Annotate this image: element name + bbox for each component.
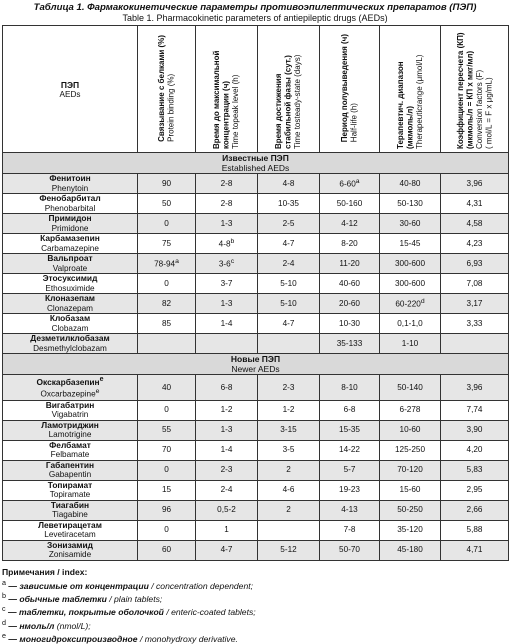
table-cell: 4-8 [258,174,320,194]
drug-name-ru: Зонизамид [4,541,136,551]
table-cell: 4-8$^b$ [196,234,258,254]
drug-name-en: Gabapentin [4,470,136,480]
table-cell: 2,66 [441,500,509,520]
footnote-mark: d [2,619,6,627]
pharmacokinetic-table [2,25,509,561]
table-cell: 0 [138,214,196,234]
drug-name-ru: Примидон [4,214,136,224]
drug-name-ru: Топирамат [4,481,136,491]
drug-name [3,194,138,214]
drug-name [3,440,138,460]
table-cell: 5,83 [441,460,509,480]
drug-name-ru: Фелбамат [4,441,136,451]
footnote-en: (nmol/L); [54,620,90,630]
section-header-row [3,354,509,375]
table-cell: 2-4 [258,254,320,274]
table-cell: 7-8 [320,520,380,540]
table-cell: 10-30 [320,314,380,334]
table-cell: 5-12 [258,540,320,560]
footnote-item [2,618,256,631]
drug-name-en: Primidone [4,224,136,234]
table-cell: 90 [138,174,196,194]
footnote-ru: — нмоль/л [6,620,54,630]
section-title-en: Newer AEDs [4,364,507,374]
table-cell [258,520,320,540]
table-cell: 82 [138,294,196,314]
footnote-ru: — таблетки, покрытые оболочкой [6,607,164,617]
table-cell: 3,90 [441,420,509,440]
header-half-life: Период полувыведения (ч) Half-life (h) [320,26,380,153]
drug-name-ru: Клоназепам [4,294,136,304]
table-cell: 40 [138,375,196,401]
footnote-mark: e [2,632,6,640]
drug-name-en: Phenytoin [4,184,136,194]
table-cell: 2 [258,500,320,520]
table-cell [441,334,509,354]
footnote-mark: b [231,238,235,245]
table-row [3,440,509,460]
table-cell: 50 [138,194,196,214]
drug-name-en: Valproate [4,264,136,274]
table-cell: 15-60 [380,480,441,500]
table-row [3,274,509,294]
section-title-en: Established AEDs [4,163,507,173]
table-cell: 3,96 [441,375,509,401]
table-cell: 3-15 [258,420,320,440]
table-cell: 2-8 [196,194,258,214]
table-cell: 60-220$^d$ [380,294,441,314]
drug-name [3,420,138,440]
drug-name-en: Zonisamide [4,550,136,560]
section-title [3,153,509,174]
table-row [3,214,509,234]
table-row [3,194,509,214]
drug-name-ru: Карбамазепин [4,234,136,244]
drug-name-ru: Фенобарбитал [4,194,136,204]
header-row [3,26,509,153]
table-cell: 45-180 [380,540,441,560]
table-title [0,0,510,24]
table-cell: 40-80 [380,174,441,194]
footnote-item [2,578,256,591]
table-cell: 5,88 [441,520,509,540]
drug-name-ru: Вигабатрин [4,401,136,411]
table-cell: 1 [196,520,258,540]
table-row [3,174,509,194]
footnote-en: / monohydroxy derivative. [138,634,238,644]
table-cell: 35-133 [320,334,380,354]
table-cell: 6-8 [320,400,380,420]
table-row [3,234,509,254]
table-row [3,375,509,401]
drug-name-en: Oxcarbazepine$^e$ [4,387,136,399]
footnote-mark: a [2,579,6,587]
header-time-to-peak: Время до максимальной концентрации (ч) Time topeak level (h) [196,26,258,153]
table-cell: 11-20 [320,254,380,274]
table-cell: 35-120 [380,520,441,540]
header-time-to-steady-state: Время достижения стабильной фазы (сут.) Time tosteady-state (days) [258,26,320,153]
table-cell: 0 [138,274,196,294]
table-cell: 70 [138,440,196,460]
table-cell: 78-94$^a$ [138,254,196,274]
table-cell: 4-7 [258,234,320,254]
footnote-item [2,631,256,644]
table-cell: 8-20 [320,234,380,254]
drug-name [3,254,138,274]
footnote-mark: e [100,376,104,383]
drug-name-ru: Ламотриджин [4,421,136,431]
table-cell: 70-120 [380,460,441,480]
table-cell: 7,08 [441,274,509,294]
table-cell: 19-23 [320,480,380,500]
drug-name [3,375,138,401]
table-cell: 6,93 [441,254,509,274]
table-row [3,480,509,500]
section-rows [3,375,509,561]
footnote-item [2,604,256,617]
drug-name-en: Ethosuximide [4,284,136,294]
table-cell: 5-7 [320,460,380,480]
table-cell: 75 [138,234,196,254]
drug-name [3,294,138,314]
drug-name-ru: Этосуксимид [4,274,136,284]
table-row [3,420,509,440]
table-cell: 4,23 [441,234,509,254]
footnote-en: / plain tablets; [107,594,162,604]
footnote-en: / concentration dependent; [149,580,253,590]
table-cell: 3-6$^c$ [196,254,258,274]
table-cell: 2 [258,460,320,480]
table-cell: 40-60 [320,274,380,294]
table-cell: 3,33 [441,314,509,334]
table-cell: 4-7 [196,540,258,560]
drug-name [3,174,138,194]
table-row [3,540,509,560]
table-cell: 1-3 [196,420,258,440]
table-cell: 4-12 [320,214,380,234]
drug-name [3,500,138,520]
table-cell: 3,17 [441,294,509,314]
table-row [3,314,509,334]
table-cell: 3,96 [441,174,509,194]
drug-name [3,540,138,560]
table-cell: 5-10 [258,294,320,314]
table-cell: 0,1-1,0 [380,314,441,334]
header-therapeutic-range: Терапевтич. диапазон (мкмоль/л) Therapeuticrange (μmol/L) [380,26,441,153]
table-row [3,520,509,540]
drug-name-ru: Дезметилклобазам [4,334,136,344]
table-cell [138,334,196,354]
section-header-row [3,153,509,174]
drug-name-ru: Окскарбазепин$^e$ [4,375,136,387]
table-cell: 4-13 [320,500,380,520]
drug-name-en: Clobazam [4,324,136,334]
table-cell: 6-8 [196,375,258,401]
table-cell: 4-6 [258,480,320,500]
table-cell: 7,74 [441,400,509,420]
title-ru: Таблица 1. Фармакокинетические параметры противоэпилептических препаратов (ПЭП) [0,2,510,13]
header-protein-binding: Связывание с белками (%) Protein binding (%) [138,26,196,153]
table-row [3,294,509,314]
footnote-ru: — обычные таблетки [6,594,107,604]
header-drug [3,26,138,153]
table-cell: 96 [138,500,196,520]
footnote-item [2,591,256,604]
table-cell [196,334,258,354]
drug-name [3,214,138,234]
footnote-mark: d [421,298,425,305]
section-established [3,153,509,174]
drug-name [3,314,138,334]
table-cell: 2,95 [441,480,509,500]
footnote-en: / enteric-coated tablets; [164,607,256,617]
header-conversion-factor: Коэффициент пересчета (КП) (мкмоль/л = КП x мкг/мл) Conversion factors (F) ( mol/L = F x μg/mL) [441,26,509,153]
table-cell: 50-130 [380,194,441,214]
table-cell: 0 [138,460,196,480]
drug-name-en: Desmethylclobazam [4,344,136,354]
section-newer [3,354,509,375]
table-row [3,460,509,480]
footnote-mark: b [2,592,6,600]
section-title [3,354,509,375]
table-cell: 55 [138,420,196,440]
table-cell: 1-10 [380,334,441,354]
table-cell: 50-140 [380,375,441,401]
footnote-mark: a [356,178,360,185]
table-cell: 2-3 [258,375,320,401]
drug-name-ru: Клобазам [4,314,136,324]
table-cell: 1-3 [196,214,258,234]
table-cell: 1-3 [196,294,258,314]
drug-name-ru: Габапентин [4,461,136,471]
footnote-mark: e [96,388,100,395]
table-row [3,500,509,520]
drug-name [3,520,138,540]
footnote-mark: c [231,258,234,265]
table-cell: 50-250 [380,500,441,520]
table-row [3,334,509,354]
footnote-mark: a [175,258,179,265]
table-cell: 4-7 [258,314,320,334]
drug-name-en: Carbamazepine [4,244,136,254]
drug-name [3,274,138,294]
footnotes-heading: Примечания / index: [2,567,256,578]
drug-name-en: Clonazepam [4,304,136,314]
table-cell: 50-70 [320,540,380,560]
drug-name-en: Phenobarbital [4,204,136,214]
table-cell: 4,20 [441,440,509,460]
table-cell: 10-60 [380,420,441,440]
table-cell: 10-35 [258,194,320,214]
table-cell: 30-60 [380,214,441,234]
table-cell: 300-600 [380,274,441,294]
drug-name-ru: Фенитоин [4,174,136,184]
table-cell [258,334,320,354]
table-cell: 2-4 [196,480,258,500]
table-cell: 8-10 [320,375,380,401]
table-cell: 4,31 [441,194,509,214]
drug-name [3,234,138,254]
table-row [3,400,509,420]
drug-name-en: Levetiracetam [4,530,136,540]
table-cell: 2-5 [258,214,320,234]
table-cell: 0 [138,400,196,420]
table-cell: 1-4 [196,440,258,460]
table-cell: 0 [138,520,196,540]
table-cell: 4,71 [441,540,509,560]
footnote-mark: c [2,605,6,613]
drug-name-en: Tiagabine [4,510,136,520]
table-cell: 300-600 [380,254,441,274]
table-cell: 14-22 [320,440,380,460]
drug-name [3,334,138,354]
table-cell: 4,58 [441,214,509,234]
table-cell: 2-8 [196,174,258,194]
drug-name-ru: Вальпроат [4,254,136,264]
title-en: Table 1. Pharmacokinetic parameters of antiepileptic drugs (AEDs) [0,13,510,24]
table-cell: 1-4 [196,314,258,334]
table-cell: 20-60 [320,294,380,314]
drug-name [3,400,138,420]
table-cell: 1-2 [196,400,258,420]
table-cell: 15-45 [380,234,441,254]
table-cell: 5-10 [258,274,320,294]
table-cell: 125-250 [380,440,441,460]
table-cell: 0,5-2 [196,500,258,520]
drug-name-en: Lamotrigine [4,430,136,440]
drug-name-en: Felbamate [4,450,136,460]
footnotes-list [2,578,256,644]
table-cell: 6-278 [380,400,441,420]
header-drug-ru: ПЭП [4,80,136,90]
drug-name-en: Vigabatrin [4,410,136,420]
table-cell: 15-35 [320,420,380,440]
footnotes [2,567,256,644]
table-cell: 6-60$^a$ [320,174,380,194]
drug-name-ru: Тиагабин [4,501,136,511]
drug-name [3,460,138,480]
table-cell: 3-5 [258,440,320,460]
table-cell: 1-2 [258,400,320,420]
drug-name-ru: Леветирацетам [4,521,136,531]
footnote-ru: — зависимые от концентрации [6,580,149,590]
table-cell: 50-160 [320,194,380,214]
section-title-ru: Известные ПЭП [4,153,507,163]
section-rows [3,174,509,354]
table-cell: 60 [138,540,196,560]
table-cell: 15 [138,480,196,500]
footnote-ru: — моногидроксипроизводное [6,634,138,644]
section-title-ru: Новые ПЭП [4,354,507,364]
drug-name-en: Topiramate [4,490,136,500]
table-row [3,254,509,274]
table-cell: 2-3 [196,460,258,480]
table-cell: 85 [138,314,196,334]
header-drug-en: AEDs [4,90,136,99]
drug-name [3,480,138,500]
table-cell: 3-7 [196,274,258,294]
